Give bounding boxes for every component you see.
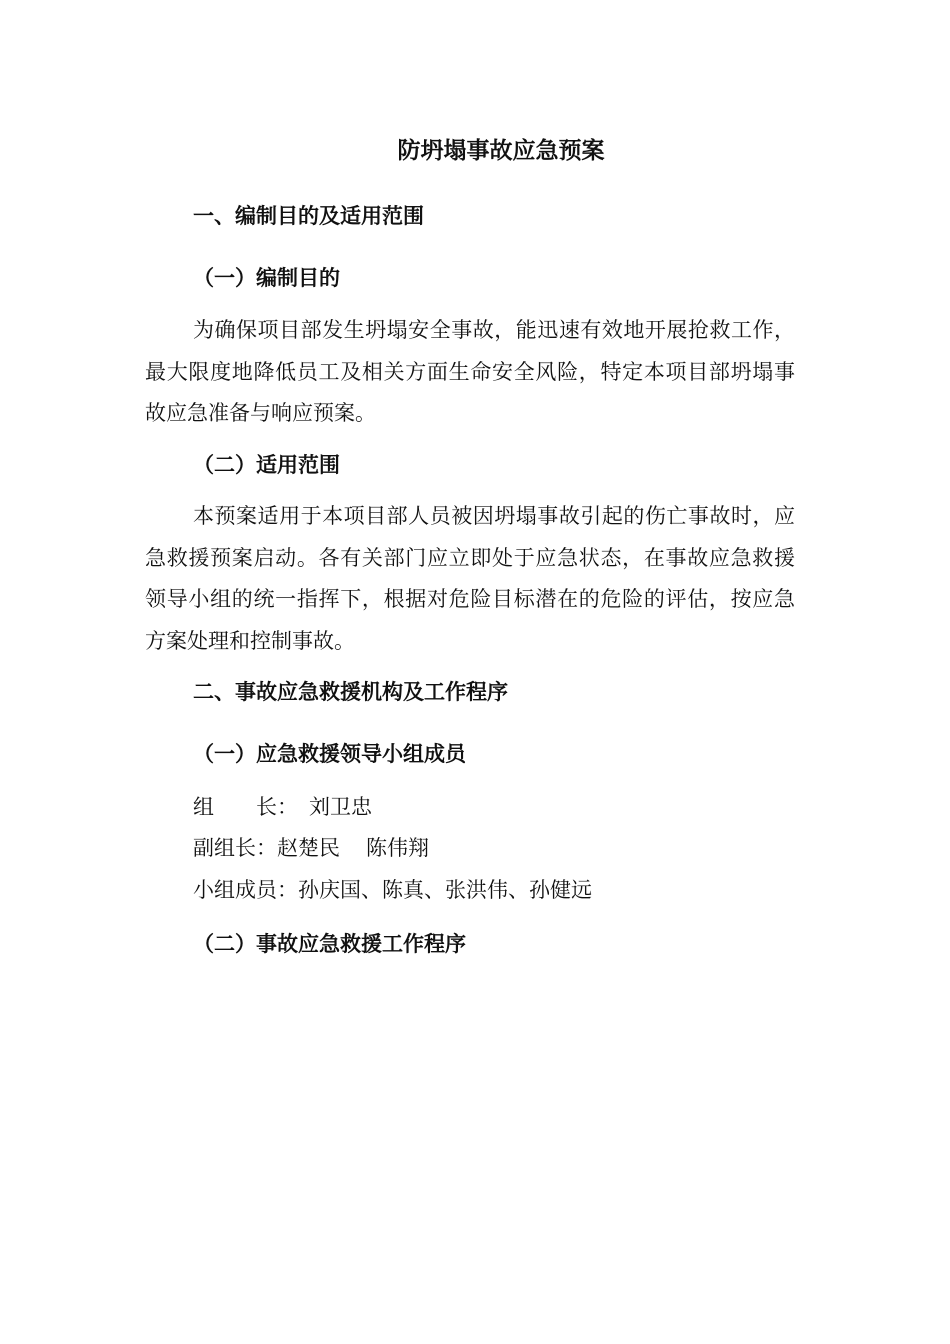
section-heading-2: 二、事故应急救援机构及工作程序 [193,680,508,704]
document-title: 防坍塌事故应急预案 [397,138,605,164]
subsection-heading-scope: （二）适用范围 [193,453,340,477]
paragraph-purpose: 为确保项目部发生坍塌安全事故，能迅速有效地开展抢救工作，最大限度地降低员工及相关方面生命安全风险，特定本项目部坍塌事故应急准备与响应预案。 [145,318,795,425]
team-members-names: 孙庆国、陈真、张洪伟、孙健远 [298,878,592,902]
team-leader-name: 刘卫忠 [309,795,372,819]
paragraph-scope: 本预案适用于本项目部人员被因坍塌事故引起的伤亡事故时，应急救援预案启动。各有关部门应立即处于应急状态，在事故应急救援领导小组的统一指挥下，根据对危险目标潜在的危险的评估，按应急方案处理和控制事故。 [145,504,795,653]
section-heading-1: 一、编制目的及适用范围 [193,204,424,228]
deputy-leader-line [193,832,429,864]
deputy-leader-name-1: 赵楚民 [277,836,340,860]
team-leader-line [193,791,372,823]
team-members-line [193,874,592,906]
subsection-heading-team: （一）应急救援领导小组成员 [193,742,466,766]
subsection-heading-purpose: （一）编制目的 [193,266,340,290]
subsection-heading-procedure: （二）事故应急救援工作程序 [193,932,466,956]
team-members-label: 小组成员： [193,878,298,902]
deputy-leader-label: 副组长： [193,836,277,860]
deputy-leader-name-2: 陈伟翔 [366,836,429,860]
team-leader-label: 组 长： [193,795,298,819]
